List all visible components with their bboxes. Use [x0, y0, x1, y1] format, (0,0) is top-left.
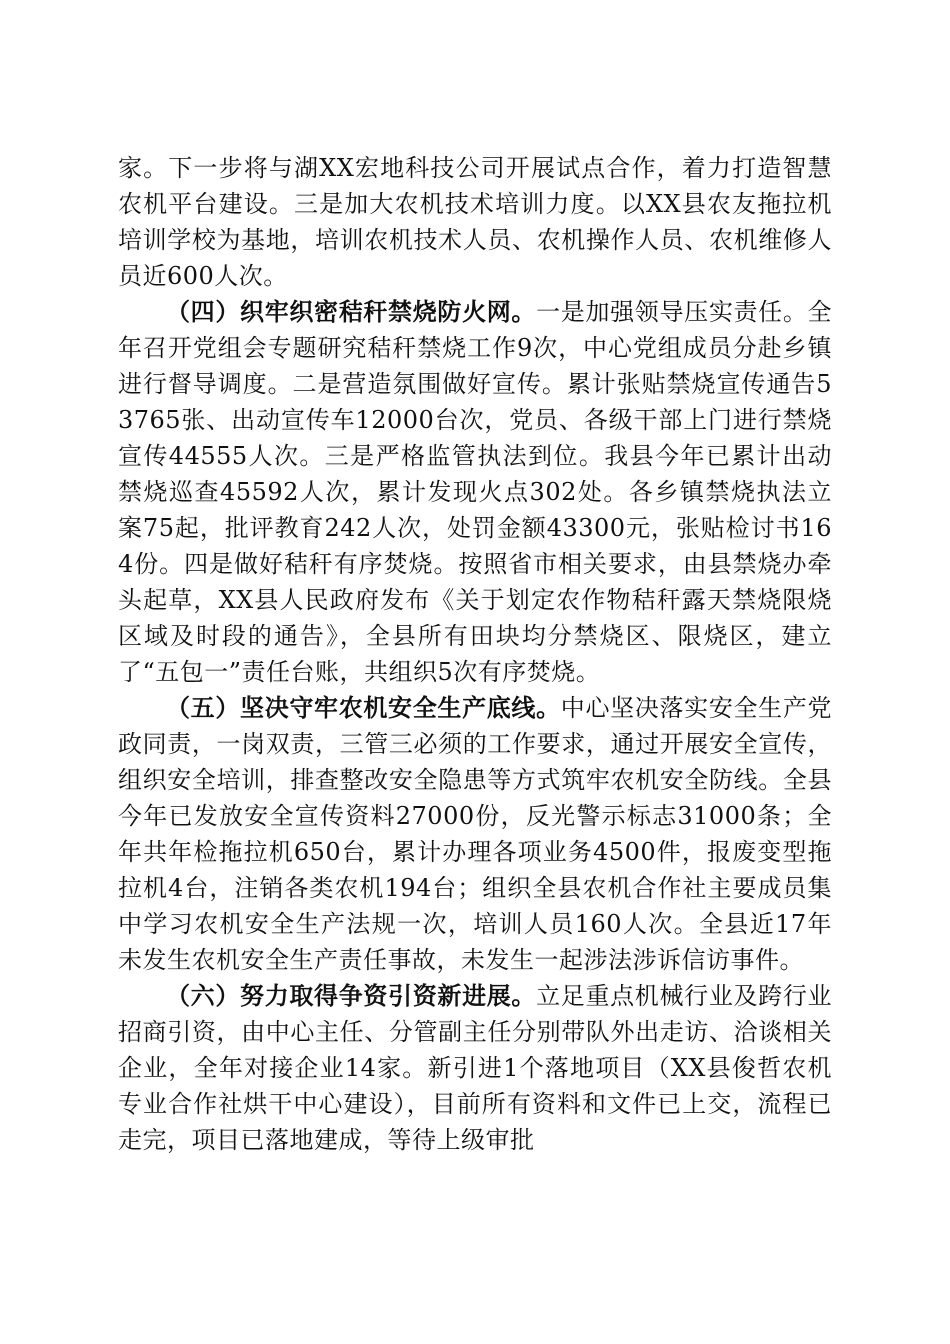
paragraph-continuation [118, 150, 832, 294]
paragraph-text: 中心坚决落实安全生产党政同责，一岗双责，三管三必须的工作要求，通过开展安全宣传，组织安全培训，排查整改安全隐患等方式筑牢农机安全防线。全县今年已发放安全宣传资料27000份，反光警示标志31000条；全年共年检拖拉机650台，累计办理各项业务4500件，报废变型拖拉机4台，注销各类农机194台；组织全县农机合作社主要成员集中学习农机安全生产法规一次，培训人员160人次。全县近17年未发生农机安全生产责任事故，未发生一起涉法涉诉信访事件。 [118, 694, 833, 974]
section-heading-4: （四）织牢织密秸秆禁烧防火网。 [166, 297, 537, 326]
section-heading-6: （六）努力取得争资引资新进展。 [166, 981, 537, 1010]
paragraph-text: 家。下一步将与湖XX宏地科技公司开展试点合作，着力打造智慧农机平台建设。三是加大农机技术培训力度。以XX县农友拖拉机培训学校为基地，培训农机技术人员、农机操作人员、农机维修人员近600人次。 [118, 154, 832, 290]
paragraph-text: 一是加强领导压实责任。全年召开党组会专题研究秸秆禁烧工作9次，中心党组成员分赴乡镇进行督导调度。二是营造氛围做好宣传。累计张贴禁烧宣传通告53765张、出动宣传车12000台次，党员、各级干部上门进行禁烧宣传44555人次。三是严格监管执法到位。我县今年已累计出动禁烧巡查45592人次，累计发现火点302处。各乡镇禁烧执法立案75起，批评教育242人次，处罚金额43300元，张贴检讨书164份。四是做好秸秆有序焚烧。按照省市相关要求，由县禁烧办牵头起草，XX县人民政府发布《关于划定农作物秸秆露天禁烧限烧区域及时段的通告》，全县所有田块均分禁烧区、限烧区，建立了“五包一”责任台账，共组织5次有序焚烧。 [118, 298, 833, 686]
paragraph-straw-burning [118, 294, 832, 690]
paragraph-machinery-safety [118, 690, 832, 978]
paragraph-text: 立足重点机械行业及跨行业招商引资，由中心主任、分管副主任分别带队外出走访、洽谈相关企业，全年对接企业14家。新引进1个落地项目（XX县俊哲农机专业合作社烘干中心建设），目前所有资料和文件已上交，流程已走完，项目已落地建成，等待上级审批 [118, 982, 833, 1154]
document-body [118, 150, 832, 1158]
paragraph-investment [118, 978, 832, 1158]
section-heading-5: （五）坚决守牢农机安全生产底线。 [166, 693, 561, 722]
